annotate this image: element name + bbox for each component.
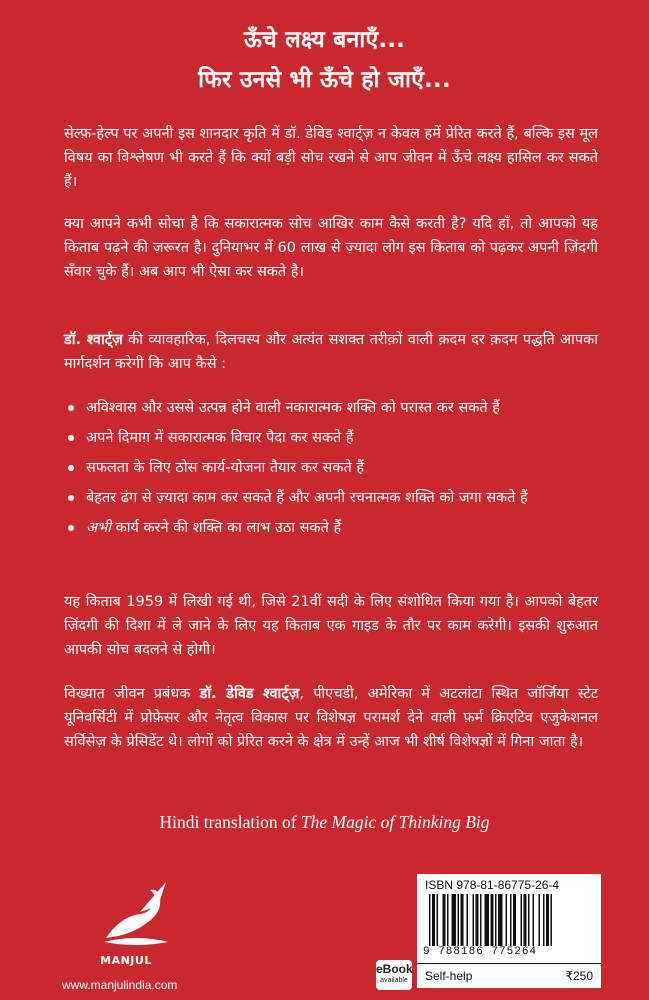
barcode-stripe [480,894,482,946]
barcode-stripe [429,894,431,946]
list-item: बेहतर ढंग से ज़्यादा काम कर सकते हैं और अपनी रचनात्मक शक्ति को जगा सकते हैं [64,486,598,510]
isbn-number: ISBN 978-81-86775-26-4 [425,878,560,892]
barcode-footer [417,963,601,988]
author-bio-paragraph [64,682,598,754]
history-paragraph: यह किताब 1959 में लिखी गई थी, जिसे 21वीं सदी के लिए संशोधित किया गया है। आपको बेहतर ज़िंदगी की दिशा में ले जाने के लिए यह किताब एक गाइड के तौर पर काम करेगी। इसकी शुरुआत आपकी सोच बदलने से होगी। [64,594,598,658]
barcode-icon [429,894,595,946]
barcode-stripe [447,894,449,946]
tagline-line-2: फिर उनसे भी ऊँचे हो जाएँ... [198,67,451,93]
barcode-stripe [476,894,479,946]
barcode-stripe [467,894,469,946]
ebook-label: eBook [376,962,413,976]
translation-note [0,812,649,833]
barcode-stripe [513,894,516,946]
barcode-stripe [551,894,553,946]
barcode-stripe [458,894,460,946]
list-item-text: कार्य करने की शक्ति का लाभ उठा सकते हैं [111,520,342,536]
barcode-stripe [443,894,446,946]
list-item [64,516,598,540]
method-text: की व्यावहारिक, दिलचस्प और अत्यंत सशक्त तरीक़ों वाली क़दम दर क़दम पद्धति आपका मार्गदर्शन करेगी कि आप कैसे : [64,332,598,372]
bio-text-b: , पीएचडी, अमेरिका में अटलांटा स्थित जॉर्जिया स्टेट यूनिवर्सिटी में प्रोफ़ेसर और नेतृत्व विकास पर विशेषज्ञ परामर्श देने वाली फ़र्म क्रिएटिव एजुकेशनल सर्विसेज़ के प्रेसिडेंट थे। लोगों को प्रेरित करने के क्षेत्र में उन्हें आज भी शीर्ष विशेषज्ञों में गिना जाता है। [64,686,599,750]
barcode-panel [417,874,601,988]
barcode-stripe [524,894,527,946]
author-name-bold: डॉ. डेविड श्वार्ट्ज़ [199,686,300,702]
author-name-bold: डॉ. श्वार्ट्ज़ [64,332,123,348]
bio-text-a: विख्यात जीवन प्रबंधक [64,686,200,702]
barcode-stripe [539,894,541,946]
barcode-stripe [498,894,503,946]
barcode-stripe [543,894,545,946]
emphasis-now: अभी [86,520,112,536]
barcode-stripe [473,894,475,946]
barcode-stripe [495,894,497,946]
publisher-website: www.manjulindia.com [62,978,178,992]
method-paragraph [64,328,598,376]
original-title: The Magic of Thinking Big [300,812,490,832]
book-price: ₹250 [565,969,593,983]
barcode-stripe [491,894,494,946]
tagline-line-1: ऊँचे लक्ष्य बनाएँ... [243,27,406,53]
barcode-stripe [506,894,508,946]
barcode-stripe [461,894,464,946]
book-category: Self-help [425,969,473,983]
barcode-stripe [521,894,523,946]
intro-paragraph: सेल्फ़-हेल्प पर अपनी इस शानदार कृति में डॉ. डेविड श्वार्ट्ज़ न केवल हमें प्रेरित करते हैं, बल्कि इस मूल विषय का विश्लेषण भी करते हैं कि क्यों बड़ी सोच रखने से आप जीवन में ऊँचे लक्ष्य हासिल कर सकते हैं। [64,126,598,190]
barcode-stripe [510,894,512,946]
list-item: अविश्वास और उससे उत्पन्न होने वाली नकारात्मक शक्ति को परास्त कर सकते हैं [64,396,598,420]
barcode-stripe [485,894,490,946]
barcode-stripe [546,894,549,946]
swan-logo-icon [96,876,176,956]
barcode-stripe [432,894,435,946]
list-item: सफलता के लिए ठोस कार्य-योजना तैयार कर सकते हैं [64,456,598,480]
benefits-list [64,396,598,546]
list-item: अपने दिमाग़ में सकारात्मक विचार पैदा कर सकते हैं [64,426,598,450]
barcode-stripe [528,894,530,946]
barcode-stripe [437,894,439,946]
ebook-badge [376,960,412,990]
barcode-digits: 9 788186 775264 [423,946,538,958]
translation-prefix: Hindi translation of [159,812,301,832]
question-paragraph: क्या आपने कभी सोचा है कि सकारात्मक सोच आखिर काम कैसे करती है? यदि हाँ, तो आपको यह किताब पढ़ने की ज़रूरत है। दुनियाभर में 60 लाख से ज़्यादा लोग इस किताब को पढ़कर अपनी ज़िंदगी सँवार चुके हैं। अब आप भी ऐसा कर सकते है। [64,216,598,280]
publisher-name: MANJUL [100,954,152,967]
barcode-stripe [533,894,535,946]
barcode-stripe [452,894,457,946]
ebook-available: available [380,977,408,984]
